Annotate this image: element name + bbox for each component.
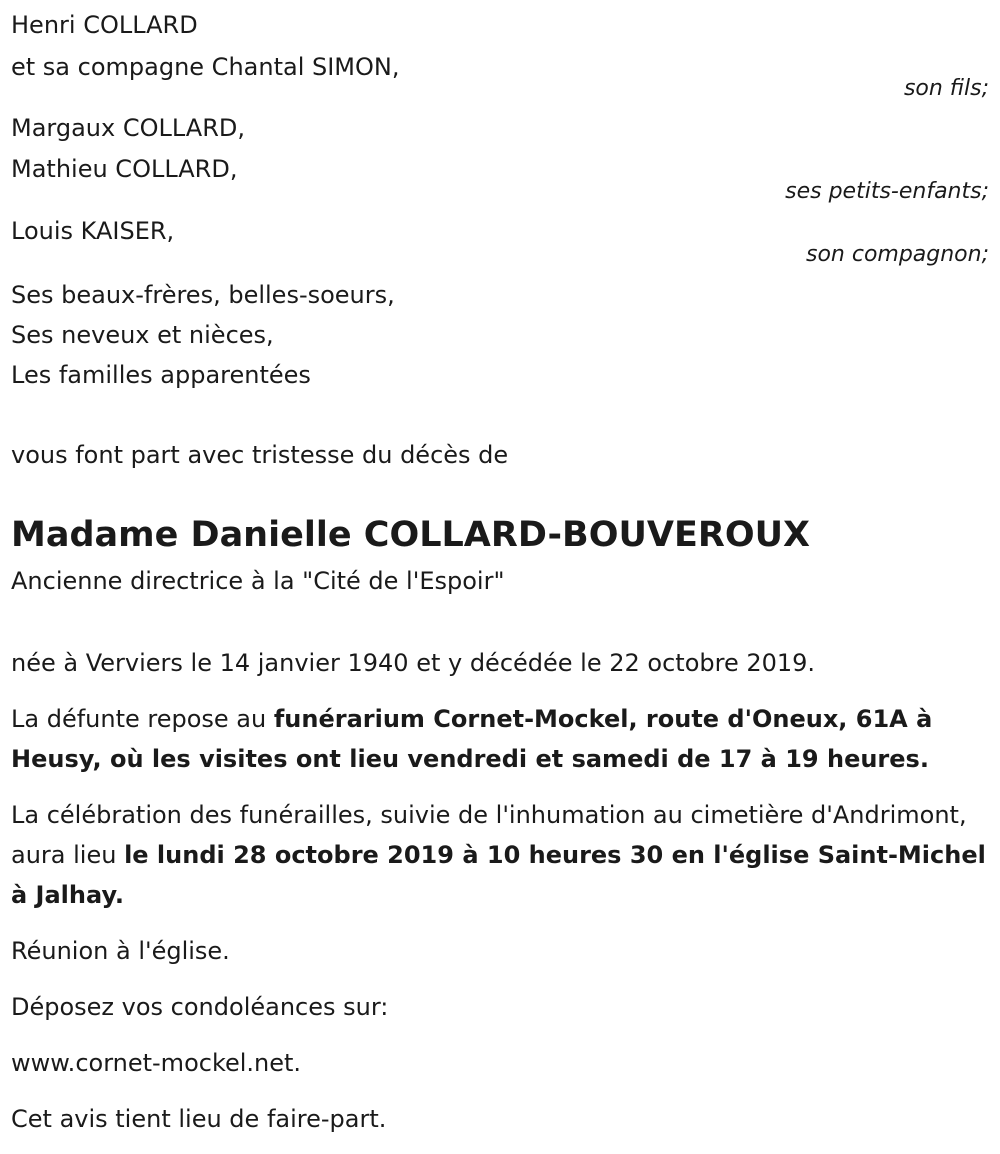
grandchildren-role: ses petits-enfants; xyxy=(785,179,989,204)
repose-paragraph xyxy=(11,699,986,779)
son-partner: et sa compagne Chantal SIMON, xyxy=(11,53,400,81)
repose-details: funérarium Cornet-Mockel, route d'Oneux, 61A à Heusy, où les visites ont lieu vendredi et samedi de 17 à 19 heures. xyxy=(11,705,933,773)
partner-name: Louis KAISER, xyxy=(11,217,175,245)
ceremony-prefix: La célébration des funérailles, suivie de l'inhumation au cimetière d'Andrimont, aura lieu xyxy=(11,801,967,869)
ceremony-details: le lundi 28 octobre 2019 à 10 heures 30 en l'église Saint-Michel à Jalhay. xyxy=(11,841,986,909)
notice-line: Cet avis tient lieu de faire-part. xyxy=(11,1105,387,1133)
meeting-note: Réunion à l'église. xyxy=(11,937,230,965)
deceased-name: Madame Danielle COLLARD-BOUVEROUX xyxy=(11,515,811,555)
ceremony-paragraph xyxy=(11,795,986,915)
birth-death-line: née à Verviers le 14 janvier 1940 et y décédée le 22 octobre 2019. xyxy=(11,649,816,677)
partner-role: son compagnon; xyxy=(805,242,989,267)
grandchild-2: Mathieu COLLARD, xyxy=(11,155,238,183)
repose-prefix: La défunte repose au xyxy=(11,705,274,733)
son-name: Henri COLLARD xyxy=(11,11,198,39)
grandchild-1: Margaux COLLARD, xyxy=(11,114,245,142)
website-link[interactable]: www.cornet-mockel.net. xyxy=(11,1049,302,1077)
relatives-line-1: Ses beaux-frères, belles-soeurs, xyxy=(11,281,395,309)
relatives-line-3: Les familles apparentées xyxy=(11,361,311,389)
deceased-title: Ancienne directrice à la "Cité de l'Espoir" xyxy=(11,567,505,595)
son-role: son fils; xyxy=(903,76,989,101)
relatives-line-2: Ses neveux et nièces, xyxy=(11,321,274,349)
condolences-label: Déposez vos condoléances sur: xyxy=(11,993,389,1021)
announcement: vous font part avec tristesse du décès de xyxy=(11,441,509,469)
